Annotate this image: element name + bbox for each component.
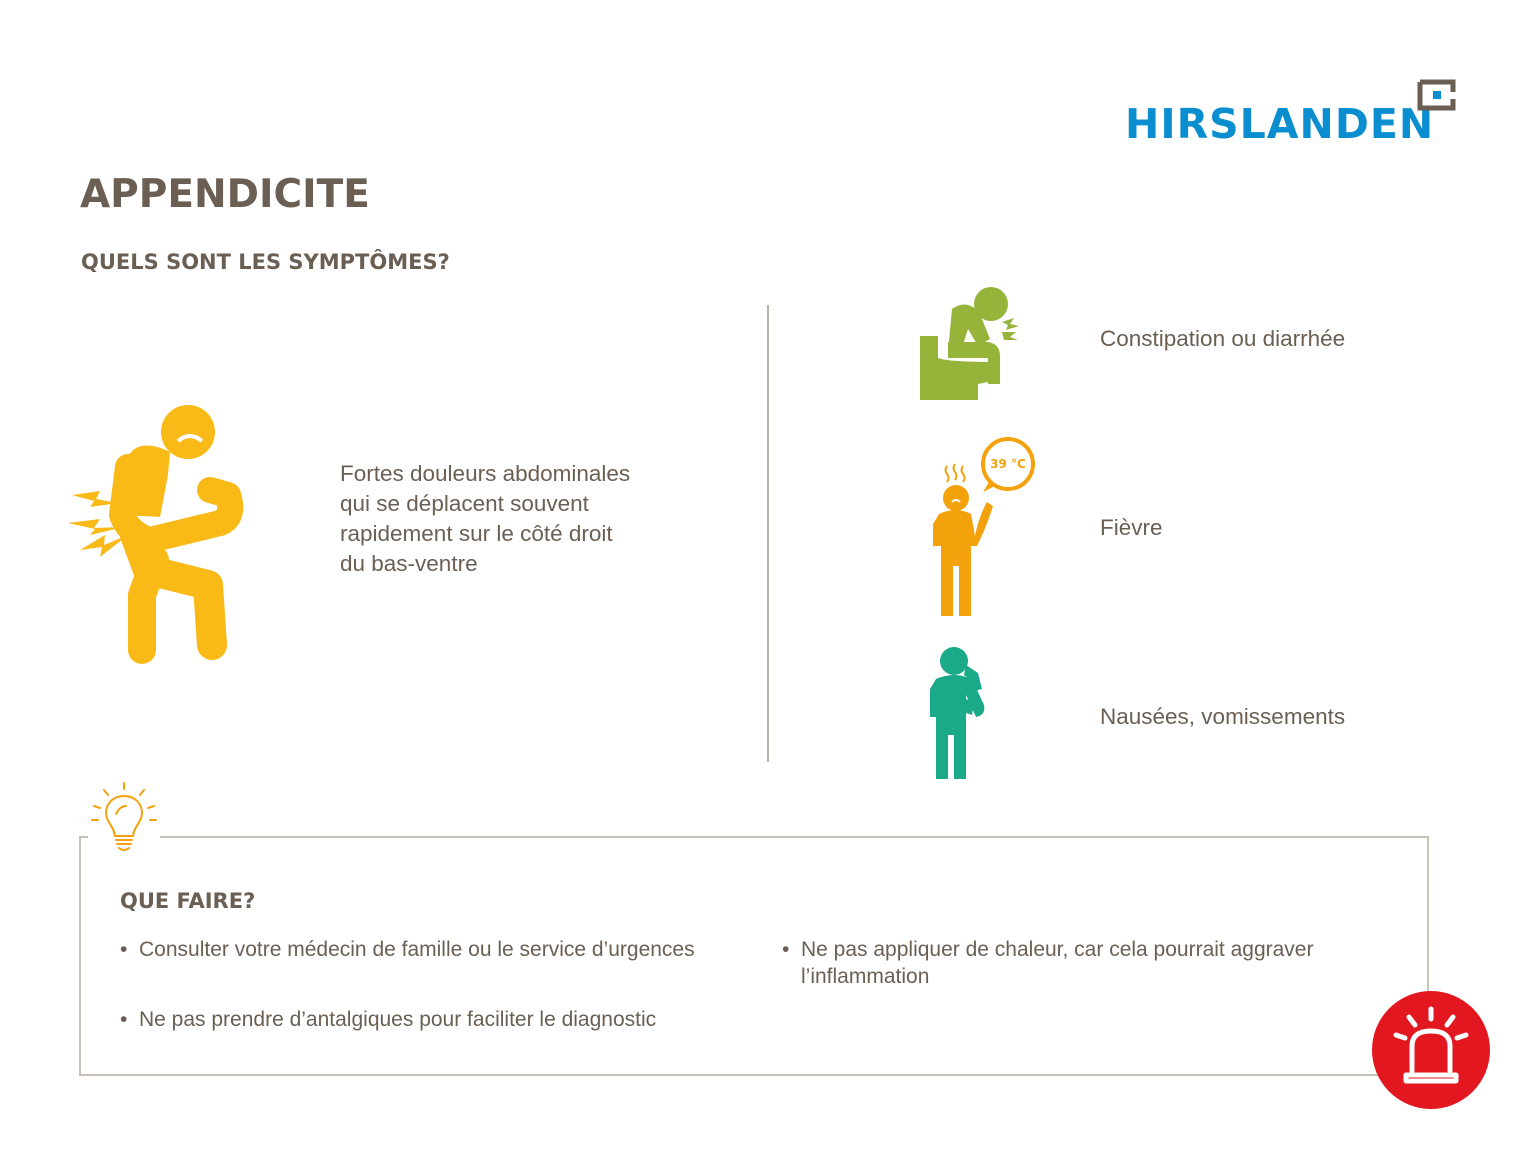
symptom-label: Fièvre [1100,515,1163,540]
symptom-label: Constipation ou diarrhée [1100,326,1346,351]
page-title: APPENDICITE [80,172,370,217]
abdominal-pain-icon [60,395,250,665]
lightbulb-icon [90,780,158,856]
nausea-icon [926,645,992,783]
what-to-do-title: QUE FAIRE? [120,889,256,913]
column-divider [767,305,769,762]
symptom-label: Nausées, vomissements [1100,704,1346,729]
fever-temperature-badge: 39 °C [990,457,1026,471]
brand-logo-text: HIRSLANDEN [1125,100,1435,148]
emergency-siren-icon [1372,991,1490,1109]
advice-item: • Consulter votre médecin de famille ou le service d’urgences [120,936,739,963]
main-symptom-text: Fortes douleurs abdominales qui se déplacent souvent rapidement sur le côté droit du bas-ventre [340,461,631,576]
toilet-icon [918,284,1023,402]
advice-item: • Ne pas prendre d’antalgiques pour faciliter le diagnostic [120,1006,799,1033]
fever-icon [925,436,1040,622]
section-subtitle: QUELS SONT LES SYMPTÔMES? [81,250,450,274]
brand-logo-icon [1417,79,1457,113]
advice-item: • Ne pas appliquer de chaleur, car cela pourrait aggraver l’inflammation [782,936,1361,990]
